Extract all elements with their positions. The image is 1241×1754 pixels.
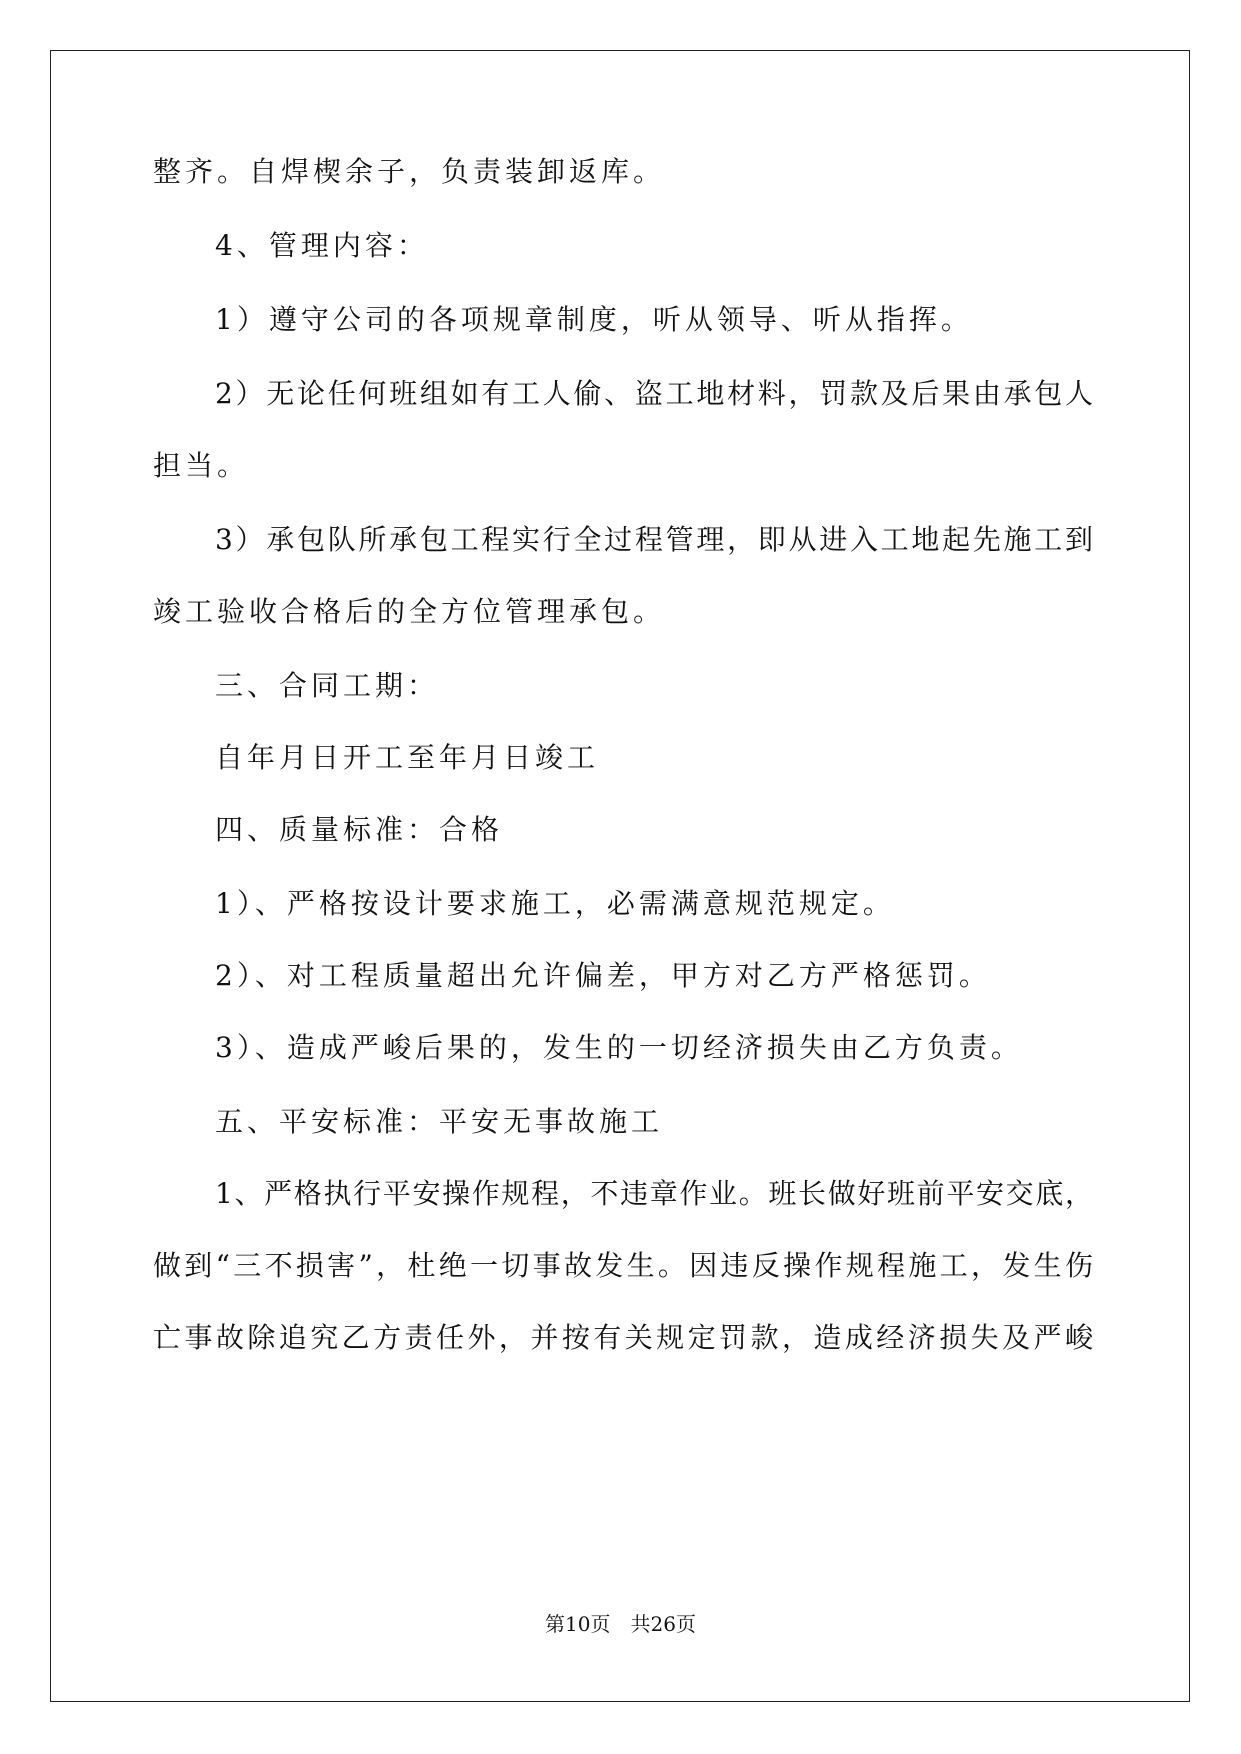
paragraph-line: 3）、造成严峻后果的，发生的一切经济损失由乙方负责。 bbox=[215, 1031, 1023, 1064]
paragraph-line: 亡事故除追究乙方责任外，并按有关规定罚款，造成经济损失及严峻 bbox=[153, 1321, 1093, 1354]
section-heading: 四、质量标准：合格 bbox=[215, 813, 504, 846]
paragraph-line: 竣工验收合格后的全方位管理承包。 bbox=[153, 595, 666, 628]
paragraph-line: 1、严格执行平安操作规程，不违章作业。班长做好班前平安交底， bbox=[215, 1177, 1093, 1210]
paragraph-line: 3）承包队所承包工程实行全过程管理，即从进入工地起先施工到 bbox=[215, 523, 1093, 556]
section-heading: 五、平安标准：平安无事故施工 bbox=[215, 1105, 664, 1138]
paragraph-line: 担当。 bbox=[153, 449, 250, 482]
paragraph-line: 2）无论任何班组如有工人偷、盗工地材料，罚款及后果由承包人 bbox=[215, 377, 1093, 410]
paragraph-line: 2）、对工程质量超出允许偏差，甲方对乙方严格惩罚。 bbox=[215, 959, 991, 992]
paragraph-line: 做到“三不损害”，杜绝一切事故发生。因违反操作规程施工，发生伤 bbox=[153, 1249, 1093, 1282]
paragraph-line: 自年月日开工至年月日竣工 bbox=[215, 741, 600, 774]
page-border bbox=[50, 50, 1190, 1702]
paragraph-line: 1）遵守公司的各项规章制度，听从领导、听从指挥。 bbox=[215, 303, 973, 336]
paragraph-line: 1）、严格按设计要求施工，必需满意规范规定。 bbox=[215, 887, 895, 920]
section-heading: 三、合同工期： bbox=[215, 669, 440, 702]
section-heading: 4、管理内容： bbox=[215, 229, 429, 262]
page-number: 第10页 共26页 bbox=[545, 1612, 696, 1636]
paragraph-line: 整齐。自焊楔余子，负责装卸返库。 bbox=[153, 155, 666, 188]
